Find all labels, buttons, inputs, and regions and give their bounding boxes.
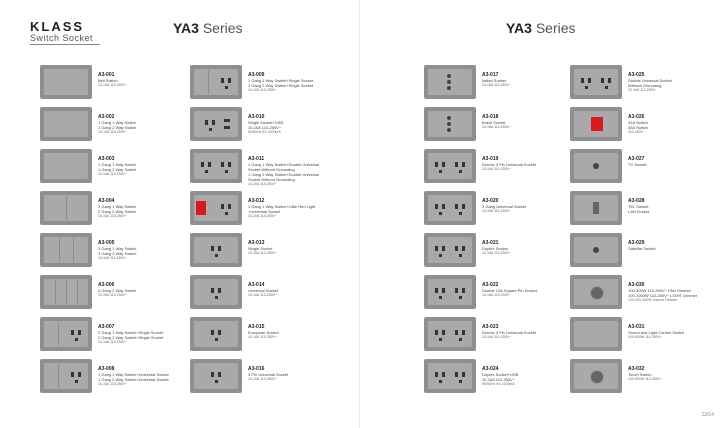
product-description: 3 Gang 2 Way Switch bbox=[98, 251, 137, 256]
product-spec: 5V/60Hz 5V 2100mA bbox=[248, 130, 281, 134]
product-plate-icon bbox=[40, 149, 92, 183]
product-description: 2 Gang 1 Way Switch bbox=[98, 204, 137, 209]
product-spec: 10-16A 110-250V~ bbox=[482, 167, 512, 171]
product-text bbox=[628, 366, 720, 382]
product-description: Socket Without Grounding bbox=[248, 167, 295, 172]
product-description: 1 Gang 2 Way Switch bbox=[98, 167, 137, 172]
brand-name: KLASS bbox=[30, 19, 85, 34]
product-code: A3-027 bbox=[628, 156, 645, 162]
product-plate-icon bbox=[40, 233, 92, 267]
product-plate-icon bbox=[190, 149, 242, 183]
product-plate-icon bbox=[424, 359, 476, 393]
product-description: Double 3 Pin Universal Socket bbox=[482, 162, 537, 167]
product-description: 100-300W 110-250V~ FAN Dimmer bbox=[628, 288, 691, 293]
product-description: 4 Gang 2 Way Switch bbox=[98, 288, 137, 293]
product-plate-icon bbox=[570, 317, 622, 351]
product-plate-icon bbox=[424, 275, 476, 309]
product-description: Double 13A Square Pin Socket bbox=[482, 288, 537, 293]
product-description: 10-16A 110-250V~ bbox=[248, 125, 282, 130]
product-plate-icon bbox=[424, 233, 476, 267]
series-prefix: YA3 bbox=[173, 20, 199, 36]
product-text bbox=[628, 282, 720, 303]
product-text bbox=[248, 114, 358, 135]
product-code: A3-004 bbox=[98, 198, 115, 204]
product-text bbox=[628, 324, 720, 340]
product-code: A3-006 bbox=[98, 282, 115, 288]
product-description: 1 Gang 2 Way Switch bbox=[98, 125, 137, 130]
product-description: 2 Gang 2 Way Switch+Single Socket bbox=[98, 335, 164, 340]
product-code: A3-012 bbox=[248, 198, 265, 204]
product-description: Brazil Socket bbox=[482, 120, 506, 125]
product-spec: 10-16A 110-250V~ bbox=[248, 214, 278, 218]
product-plate-icon bbox=[40, 65, 92, 99]
product-spec: 10-16A 110-250V~ bbox=[482, 209, 512, 213]
product-plate-icon bbox=[40, 191, 92, 225]
product-text bbox=[248, 324, 358, 340]
right-catalog-page bbox=[360, 0, 720, 428]
product-spec: 10-16A 110-250V~ bbox=[98, 214, 128, 218]
product-plate-icon bbox=[40, 317, 92, 351]
product-description: 1 Gang 2 Way Switch+Double Universal bbox=[248, 172, 320, 177]
product-spec: 10-16A 110-250V~ bbox=[98, 256, 128, 260]
product-description: 1 Gang 2 Way Switch+Single Socket bbox=[248, 83, 314, 88]
product-code: A3-028 bbox=[628, 198, 645, 204]
product-code: A3-008 bbox=[98, 366, 115, 372]
product-text bbox=[628, 72, 720, 93]
product-description: 32A Switch bbox=[628, 120, 648, 125]
product-plate-icon bbox=[424, 317, 476, 351]
product-description: LAN Socket bbox=[628, 209, 650, 214]
product-plate-icon bbox=[190, 359, 242, 393]
product-code: A3-029 bbox=[628, 240, 645, 246]
product-description: Duplex Socket+USB bbox=[482, 372, 519, 377]
product-text bbox=[248, 240, 358, 256]
product-description: 3 Gang 1 Way Switch bbox=[98, 246, 137, 251]
product-code: A3-009 bbox=[248, 72, 265, 78]
product-spec: 10-16A 110-250V~ bbox=[98, 293, 128, 297]
product-spec: 5V/60Hz 5V 2100mA bbox=[482, 382, 515, 386]
product-code: A3-011 bbox=[248, 156, 265, 162]
product-description: 1 Gang 1 Way Switch+Little Red Light bbox=[248, 204, 316, 209]
product-text bbox=[248, 366, 358, 382]
product-spec: 10-16A 110-250V~ bbox=[482, 293, 512, 297]
product-description: Single Socket bbox=[248, 246, 273, 251]
product-description: Double Universal Socket bbox=[628, 78, 672, 83]
product-description: European Socket bbox=[248, 330, 279, 335]
product-spec: 10-16A 110-250V~ bbox=[98, 340, 128, 344]
product-spec: 12V-24V 400W Volume Dimmer bbox=[628, 298, 678, 302]
product-spec: 10-16A 110-250V~ bbox=[98, 130, 128, 134]
brand-logo bbox=[30, 20, 93, 44]
product-code: A3-013 bbox=[248, 240, 265, 246]
series-suffix: Series bbox=[535, 20, 576, 36]
product-description: 3 Pin Universal Socket bbox=[248, 372, 289, 377]
product-code: A3-026 bbox=[628, 114, 645, 120]
product-code: A3-015 bbox=[248, 324, 265, 330]
series-prefix: YA3 bbox=[506, 20, 532, 36]
product-text bbox=[248, 156, 358, 187]
product-description: Double 3 Pin Universal Socket bbox=[482, 330, 537, 335]
product-text bbox=[628, 240, 720, 251]
product-spec: 10-16A 110-250V~ bbox=[98, 83, 128, 87]
product-description: Duplex Socket bbox=[482, 246, 508, 251]
product-plate-icon bbox=[570, 107, 622, 141]
product-code: A3-010 bbox=[248, 114, 265, 120]
product-text bbox=[248, 72, 358, 93]
product-spec: 10-16A 110-250V~ bbox=[248, 182, 278, 186]
product-description: Satellite Socket bbox=[628, 246, 656, 251]
product-description: 2 Gang 2 Way Switch bbox=[98, 209, 137, 214]
product-plate-icon bbox=[424, 65, 476, 99]
product-plate-icon bbox=[570, 233, 622, 267]
product-description: Italian Socket bbox=[482, 78, 507, 83]
series-title-left bbox=[173, 20, 243, 36]
product-spec: 10-16A 110-250V~ bbox=[248, 293, 278, 297]
product-plate-icon bbox=[40, 275, 92, 309]
product-text bbox=[248, 282, 358, 298]
product-code: A3-017 bbox=[482, 72, 499, 78]
product-plate-icon bbox=[190, 317, 242, 351]
product-description: 2 Gang 1 Way Switch+Single Socket bbox=[98, 330, 164, 335]
product-plate-icon bbox=[570, 275, 622, 309]
product-description: Touch Switch bbox=[628, 372, 652, 377]
series-title-right bbox=[506, 20, 576, 36]
product-plate-icon bbox=[424, 191, 476, 225]
product-description: 1 Gang 1 Way Switch bbox=[98, 120, 137, 125]
product-plate-icon bbox=[190, 65, 242, 99]
product-code: A3-002 bbox=[98, 114, 115, 120]
product-code: A3-022 bbox=[482, 282, 499, 288]
series-suffix: Series bbox=[202, 20, 243, 36]
product-description: +Universal Socket bbox=[248, 209, 281, 214]
product-description: 1 Gang 1 Way Switch+Double Universal bbox=[248, 162, 320, 167]
product-plate-icon bbox=[40, 107, 92, 141]
product-spec: 10-16A 110-250V~ bbox=[482, 251, 512, 255]
product-spec: 10-16A 110-250V~ bbox=[248, 88, 278, 92]
product-code: A3-025 bbox=[628, 72, 645, 78]
product-description: TV Socket bbox=[628, 162, 647, 167]
product-spec: 10-16A 110-250V~ bbox=[248, 251, 278, 255]
product-plate-icon bbox=[190, 275, 242, 309]
product-spec: 10-16A 110-250V~ bbox=[482, 83, 512, 87]
product-description: 10-16A 110-250V~ bbox=[482, 377, 516, 382]
product-description: Single Socket+USB bbox=[248, 120, 284, 125]
product-text bbox=[248, 198, 358, 219]
product-plate-icon bbox=[570, 191, 622, 225]
product-spec: 10-16A 110-250V~ bbox=[98, 172, 128, 176]
brand-underline bbox=[30, 44, 100, 45]
product-description: 1 Gang 2 Way Switch+Universal Socket bbox=[98, 377, 169, 382]
product-code: A3-016 bbox=[248, 366, 265, 372]
product-plate-icon bbox=[190, 107, 242, 141]
product-spec: 100-600W 110-250V~ bbox=[628, 335, 663, 339]
product-code: A3-007 bbox=[98, 324, 115, 330]
product-spec: 110-250V bbox=[628, 130, 643, 134]
product-plate-icon bbox=[570, 149, 622, 183]
brand-subtitle: Switch Socket bbox=[30, 33, 94, 43]
product-plate-icon bbox=[424, 107, 476, 141]
product-description: Socket Without Grounding bbox=[248, 177, 295, 182]
product-text bbox=[628, 114, 720, 135]
product-description: 1 Gang 1 Way Switch+Single Socket bbox=[248, 78, 314, 83]
product-code: A3-030 bbox=[628, 282, 645, 288]
product-description: 100-1000W 110-250V~ LIGHT Dimmer bbox=[628, 293, 698, 298]
product-code: A3-023 bbox=[482, 324, 499, 330]
product-description: Without Grounding bbox=[628, 83, 662, 88]
product-code: A3-032 bbox=[628, 366, 645, 372]
product-spec: 10-16A 110-250V~ bbox=[482, 125, 512, 129]
product-code: A3-018 bbox=[482, 114, 499, 120]
page-number: 13/14 bbox=[701, 412, 714, 418]
product-spec: 100-600W 110-250V~ bbox=[628, 377, 663, 381]
product-code: A3-001 bbox=[98, 72, 115, 78]
product-code: A3-020 bbox=[482, 198, 499, 204]
product-text bbox=[628, 156, 720, 167]
product-code: A3-014 bbox=[248, 282, 265, 288]
product-description: Sound and Light Control Switch bbox=[628, 330, 685, 335]
product-description: 1 Gang 1 Way Switch bbox=[98, 162, 137, 167]
product-code: A3-024 bbox=[482, 366, 499, 372]
product-description: Bell Switch bbox=[98, 78, 118, 83]
product-code: A3-031 bbox=[628, 324, 645, 330]
product-plate-icon bbox=[40, 359, 92, 393]
product-spec: 10-16A 110-250V~ bbox=[248, 377, 278, 381]
product-spec: 10-16A 110-250V~ bbox=[628, 88, 658, 92]
product-code: A3-021 bbox=[482, 240, 499, 246]
product-description: Universal Socket bbox=[248, 288, 279, 293]
product-code: A3-003 bbox=[98, 156, 115, 162]
product-plate-icon bbox=[424, 149, 476, 183]
product-plate-icon bbox=[570, 65, 622, 99]
product-description: 1 Gang 1 Way Switch+Universal Socket bbox=[98, 372, 169, 377]
product-code: A3-019 bbox=[482, 156, 499, 162]
product-spec: 10-16A 110-250V~ bbox=[482, 335, 512, 339]
product-spec: 10-16A 110-250V~ bbox=[248, 335, 278, 339]
product-description: TEL Socket bbox=[628, 204, 649, 209]
product-text bbox=[628, 198, 720, 214]
product-description: 2 Gang Universal Socket bbox=[482, 204, 527, 209]
product-spec: 10-16A 110-250V~ bbox=[98, 382, 128, 386]
product-plate-icon bbox=[190, 191, 242, 225]
product-plate-icon bbox=[570, 359, 622, 393]
product-code: A3-005 bbox=[98, 240, 115, 246]
product-description: 45A Switch bbox=[628, 125, 648, 130]
product-plate-icon bbox=[190, 233, 242, 267]
